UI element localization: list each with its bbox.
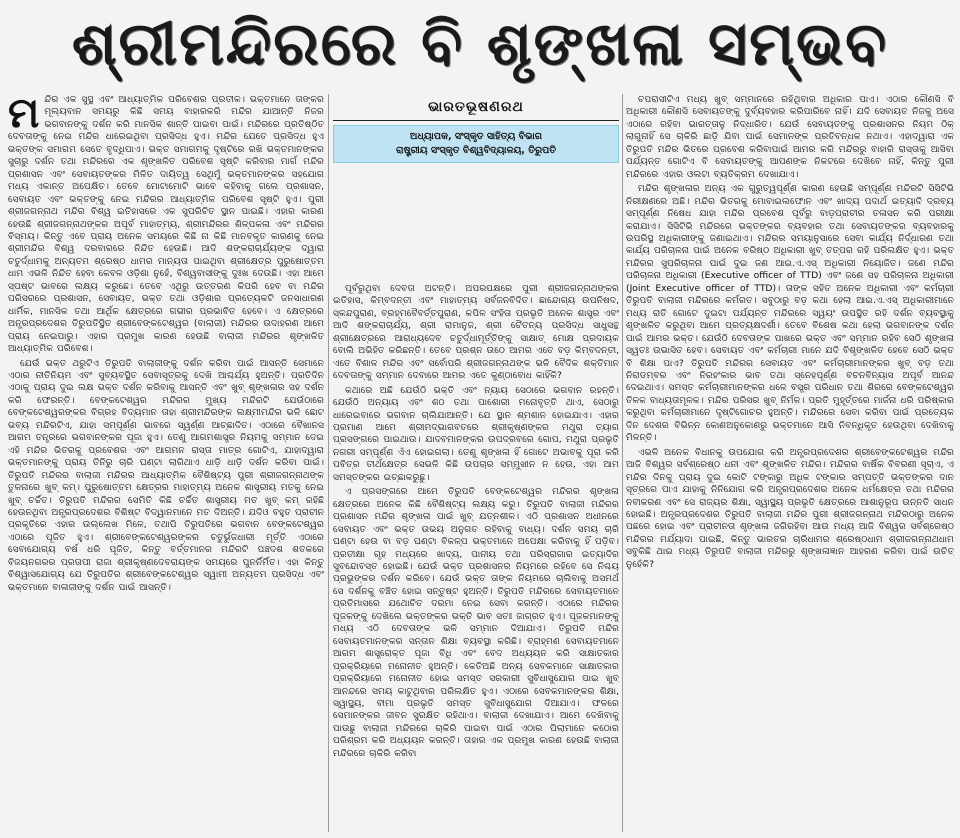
middle-column [333, 283, 619, 832]
headline: ଶ୍ରୀମନ୍ଦିରରେ ବି ଶୃଙ୍ଖଳା ସମ୍ଭବ [71, 9, 889, 79]
right-column [626, 94, 954, 832]
paragraph: ନ୍ଦିର ଏକ ସୁସ୍ଥ ଏବଂ ଆଧ୍ୟାତ୍ମିକ ପରିବେଶର ପ୍ରତୀକ। ଭକ୍ତମାନେ ତାଙ୍କର ମୂଲ୍ୟବାନ ସମୟରୁ କିଛି ସମୟ ବାହାରକରି ମନ୍ଦିର ଯାଆନ୍ତି ନିଜର ଭଗବାନଙ୍କୁ ଦର୍ଶନ କରି ମାନସିକ ଶାନ୍ତି ପାଇବା ପାଇଁ। ମନ୍ଦିରରେ ପ୍ରତିଷ୍ଠିତ ଦେବତାଙ୍କୁ ନେଇ ମନ୍ଦିର ଧାରେଇଥିବା ପ୍ରସିଦ୍ଧ ହୁଏ। ମନ୍ଦିର ଯେତେ ପ୍ରସିଦ୍ଧ ହୁଏ ଭକ୍ତଙ୍କ ସମାଗମ ସେତେ ବୃଦ୍ଧିପାଏ। ଭକ୍ତ ସମାଗମକୁ ଦୃଷ୍ଟିରେ ରଖି ଭକ୍ତମାନଙ୍କର ସୁଚାରୁ ଦର୍ଶନ ତଥା ମନ୍ଦିରରେ ଏକ ଶୃଙ୍ଖଳିତ ପରିବେଶ ସୃଷ୍ଟି କରିବାର ମାର୍ଗ ମନ୍ଦିର ପ୍ରଶାସନ ଏବଂ ସେବାୟତଙ୍କର ମିଳିତ ଦାୟିତ୍ୱ ସେଥିମୁଁ ଭକ୍ତମାନଙ୍କର ସହଯୋଗ ମଧ୍ୟ ଏକାନ୍ତ ଅପେକ୍ଷିତ। ତେବେ ମୋଟାମୋଟି ଭାବେ କହିବାକୁ ଗଲେ ପ୍ରଶାସନ, ସେବାୟତ ଏବଂ ଭକ୍ତଙ୍କୁ ନେଇ ମନ୍ଦିରର ଆଧ୍ୟାତ୍ମିକ ପରିବେଶ ସୃଷ୍ଟି ହୁଏ। ପୁରୀ ଶ୍ରୀଜଗନ୍ନାଥ ମନ୍ଦିର ବିଶ୍ୱ ଇତିହାସରେ ଏକ ସୁପରିଚିତ ସ୍ଥାନ ପାଇଛି। ଏହାର କାରଣ ହେଉଛି ଶ୍ରୀଜଗନ୍ନାଥଙ୍କର ଅପୂର୍ବ ମାହାତ୍ମ୍ୟ, ଶ୍ରୀମନ୍ଦିରର ଶିଳ୍ପକଳା ଏବଂ ମନ୍ଦିରର ବିସ୍ମୟ। କିନ୍ତୁ ଏବେ ପ୍ରାୟ ଅନେକ ସମୟରେ କିଛି ନା କିଛି ମାନବକୃତ କାରଣକୁ ନେଇ ଶ୍ରୀମନ୍ଦିର ବିଶ୍ୱ ଦରବାରରେ ନିନ୍ଦିତ ହେଉଛି। ଆଦି ଶଙ୍କରାଚାର୍ଯ୍ୟଙ୍କ ଦ୍ୱାରା ଚତୁର୍ଦ୍ଧାମକୁ ଅନ୍ୟତମ ଶ୍ରେଷ୍ଠ ଧାମର ମାନ୍ୟତା ପାଇଥିବା ଶ୍ରୀକ୍ଷେତ୍ର ପୁରୁଷୋତ୍ତମ ଧାମ ଏଭଳି ନିନ୍ଦିତ ହେବା କେବଳ ଓଡ଼ିଶା ନୁହେଁ, ବିଶ୍ୱବାସୀଙ୍କୁ ଦୁଃଖ ଦେଉଛି। ଏହା ଆମେ ସ୍ପଷ୍ଟ ଭାବରେ ଲକ୍ଷ୍ୟ କରୁଛେ। ତେବେ ଏଥିରୁ ଉତ୍ତରଣ କିପରି ହେବ ବା ମନ୍ଦିର ପରିସରରେ ପ୍ରଶାସନ, ସେବାୟତ, ଭକ୍ତ ତଥା ଓଡ଼ିଶାର ପ୍ରତ୍ୟେକଟି ଜନସାଧାରଣ ଧାର୍ମିକ, ମାନସିକ ତଥା ଆର୍ଥିକ କ୍ଷେତ୍ରରେ ଗଭୀର ପ୍ରଭାବିତ ହେବେ। ଏ କ୍ଷେତ୍ରରେ ଅନ୍ଧ୍ରପ୍ରଦେଶର ତିରୁପତିସ୍ଥିତ ଶ୍ରୀବେଙ୍କଟେଶ୍ୱର (ବାଲାଜୀ) ମନ୍ଦିରର ଉଦାହରଣ ଆମେ ପ୍ରାୟ ନେଇପାରୁ। ଏହାର ପ୍ରମୁଖ କାରଣ ହେଉଛି ବାଲାଜୀ ମନ୍ଦିରର ଶୃଙ୍ଖଳିତ ଆଧ୍ୟାତ୍ମିକ ପରିବେଶ। [8, 94, 324, 355]
paragraph: ଏଭଳି ଅନେକ ବିଧାନକୁ ଉପଯୋଗ କରି ଅନ୍ଧ୍ରପ୍ରଦେଶର ଶ୍ରୀବେଙ୍କଟେଶ୍ୱର ମନ୍ଦିର ଆଜି ବିଶ୍ୱର ସର୍ବଶ୍ରେଷ୍ଠ ଧନୀ ଏବଂ ଶୃଙ୍ଖଳିତ ମନ୍ଦିର। ମନ୍ଦିରର ବାର୍ଷିକ ବିବରଣୀ ସୂଚାଏ, ଏ ମନ୍ଦିର ଦିନକୁ ପ୍ରାୟ ଦୁଇ କୋଟି ଟଙ୍କାରୁ ଅଧିକ ଟଙ୍କାର ସମ୍ପତ୍ତି ଭକ୍ତଙ୍କର ଦାନ ସୂତ୍ରରେ ପାଏ ଯାହାକୁ ନିନିଯୋଗ କରି ଅନ୍ଧ୍ରପ୍ରଦେଶର ଅନେକ ଧର୍ମକ୍ଷେତ୍ର ତଥା ମନ୍ଦିରର ନବୀକରଣ ଏବଂ ସେ ରାଜ୍ୟର ଶିକ୍ଷା, ସ୍ୱାସ୍ଥ୍ୟ ପ୍ରଭୃତି କ୍ଷେତ୍ରରେ ଆଶାନୁରୂପ ଉନ୍ନତି ସାଧନ ହୋଇଛି। ଅନ୍ଧ୍ରପ୍ରଦେଶର ତିରୁପତି ବାଲାଜୀ ମନ୍ଦିର ପୁରୀ ଶ୍ରୀଜଗନ୍ନାଥ ମନ୍ଦିରଠାରୁ ଅନେକ ପଛରେ ହୋଇ ଏବଂ ପ୍ରାଚୀନତା ଶୃଙ୍ଖଳା ଜଗିରହିବା ଆଉ ମଧ୍ୟ ଆଜି ବିଶ୍ୱର ସର୍ବଶ୍ରେଷ୍ଠ ମନ୍ଦିରର ମର୍ଯ୍ୟାଦା ପାଇଛି, କିନ୍ତୁ ଭାରତର ଚାରିଧାମର ଶ୍ରେଷ୍ଠଧାମ ଶ୍ରୀଜଗନ୍ନାଥଧାମ ସବୁକିଛି ଥାଇ ମଧ୍ୟ ତିରୁପତି ବାଲାଜୀ ମନ୍ଦିରରୁ ଶୃଙ୍ଖଳାଜ୍ଞାନ ଆହରଣ କରିବା ପାଇଁ ଉଚିତ୍ ନୁହେଁକି? [626, 446, 954, 570]
byline-rule [333, 120, 619, 121]
column-divider [328, 94, 329, 832]
paragraph: ଏ ପ୍ରସଙ୍ଗରେ ଆମେ ତିରୁପତି ବେଙ୍କଟେଶ୍ୱର ମନ୍ଦିରର ଶୃଙ୍ଖଳା କ୍ଷେତ୍ରରେ ଅନେକ କିଛି ବୈଶିଷ୍ଟ୍ୟ ଲକ୍ଷ୍ୟ କରୁ। ତିରୁପତି ବାଲାଜୀ ମନ୍ଦିରର ପ୍ରଶାସନ ମନ୍ଦିର ଶୃଙ୍ଖଳା ପାଇଁ ଖୁବ୍ ଯତ୍ନଶୀଳ। ଏଠି ପ୍ରଶାସନ ଅଧୀନରେ ସେବାୟତ ଏବଂ ଭକ୍ତ ଉଭୟ ଅନୁଗତ ରହିବାକୁ ବାଧ୍ୟ। ଦର୍ଶନ ସମୟ ଚାରି ଘଣ୍ଟା ହେଉ ବା ବଡ଼ ଘଣ୍ଟା ବିକଳ୍ପ ଭକ୍ତମାନେ ଅପେକ୍ଷା କରିବାକୁ ହିଁ ପଡ଼ିବ। ପ୍ରତୀକ୍ଷା ଗୃହ ମଧ୍ୟରେ ଖାଦ୍ୟ, ପାନୀୟ ତଥା ପରିସ୍ରାଗାର ଇତ୍ୟାଦିର ସୁବନ୍ଦୋବସ୍ତ ହୋଇଛି। ଯେଉଁ ଭକ୍ତ ପ୍ରଶାସନର ନିୟମରେ ରହିବେ ସେ ନିଶ୍ଚୟ ପ୍ରଭୁଙ୍କର ଦର୍ଶନ କରିବେ। ଯେଉଁ ଭକ୍ତ ତାଙ୍କ ନିୟମରେ ଚାଲିବାକୁ ଅସମର୍ଥ ସେ ଦର୍ଶନକୁ ବଞ୍ଚିତ ହୋଇ ସନ୍ତୁଷ୍ଟ ହୁଅନ୍ତି। ତିରୁପତି ମନ୍ଦିରରେ ସେବାୟତମାନେ ପ୍ରତିମାସରେ ଯଥୋଚିତ ଦରମା ନେଇ ସେବା କରନ୍ତି। ଏଠାରେ ମନ୍ଦିରର ପୂଜକଙ୍କୁ ଦେଖିଲେ ଭକ୍ତଙ୍କର ଭକ୍ତି ଭାବ ସତଃ ଜାଗ୍ରତ ହୁଏ। ପୂଜକମାନଙ୍କୁ ମଧ୍ୟ ଏଠି ଦେବତାଙ୍କ ଭଳି ସମ୍ମାନ ଦିଆଯାଏ। ତିରୁପତି ମନ୍ଦିର ସେବାୟତମାନଙ୍କର ସନ୍ତାନ ଶିକ୍ଷା ବ୍ୟବସ୍ଥା କରିଛି। ବ୍ରାହ୍ମଣ ସେବାୟତମାନେ ଆଗମ ଶାସ୍ତ୍ରୋକ୍ତ ପୂଜା ବିଧି ଏବଂ ବେଦ ଅଧ୍ୟୟନ କରି ସାକ୍ଷାତକାର ପ୍ରକ୍ରିୟାରେ ମନୋନୀତ ହୁଅନ୍ତି। କେତିଅଛି ଅନ୍ୟ ସେବକମାନେ ସାକ୍ଷାତକାର ପ୍ରକ୍ରିୟାରେ ମନୋନୀତ ହୋଇ ସମସ୍ତ ସରକାରୀ ସୁବିଧାସୁଯୋଗ ପାଇ ଖୁବ୍ ଆନନ୍ଦରେ ସମୟ କାଟୁଥିବାର ପରିଲକ୍ଷିତ ହୁଏ। ଏଠାରେ ସେବକମାନଙ୍କର ଶିକ୍ଷା, ସ୍ୱାସ୍ଥ୍ୟ, ବୀମା ପ୍ରଭୃତି ସମସ୍ତ ସୁବିଧାସୁଯୋଗ ଦିଆଯାଏ। ଫଳରେ ସେମାନଙ୍କର ଜୀବନ ସୁରକ୍ଷିତ ରହିଥାଏ। ବାଲାଜୀ ଦେଖାଯାଏ। ଆମେ ଦେଖିବାକୁ ପାଉଛୁ ବାଲାଜୀ ମନ୍ଦିରରେ ଚାକିରି ପାଇବା ପାଇଁ ଏଠାର ପିଲାମାନେ କଠୋର ପରିଶ୍ରମ କରି ଅଧ୍ୟୟନ କରନ୍ତି। ତାହାର ଏକ ପ୍ରମୁଖ କାରଣ ହେଉଛି ବାଲାଜୀ ମନ୍ଦିରରେ ଚାକିରି କରିବା [333, 486, 619, 759]
paragraph: ଯେଉଁ ଭକ୍ତ ଥରୁଟିଏ ତିରୁପତି ବାଲାଜୀଙ୍କୁ ଦର୍ଶନ କରିବା ପାଇଁ ଆସନ୍ତି ସେମାନେ ଏଠାର ନୀତିନିୟମ ଏବଂ ସୁବ୍ୟବସ୍ଥିତ ସେବାସୂତ୍ରକୁ ଦେଖି ଆଶ୍ଚର୍ଯ୍ୟ ହୁଅନ୍ତି। ପ୍ରତିଦିନ ଏଠାକୁ ପ୍ରାୟ ଦୁଇ ଲକ୍ଷ ଭକ୍ତ ଦର୍ଶନ କରିବାକୁ ଆସନ୍ତି ଏବଂ ଖୁବ୍ ଶୃଙ୍ଖଳାର ସହ ଦର୍ଶନ କରି ଫେରନ୍ତି। ବେଙ୍କଟେଶ୍ୱର ମନ୍ଦିରର ମୁଖ୍ୟ ମନ୍ଦିରଟି ଯେଉଁଠାରେ ବେଙ୍କଟେଶ୍ୱରଙ୍କର ବିଗ୍ରହ ବିଦ୍ୟମାନ ତାହା ଶ୍ରୀମନ୍ଦିରଙ୍କ ଲକ୍ଷ୍ମୀମନ୍ଦିର ଭଳି ଛୋଟ ଭବ୍ୟ ମନ୍ଦିରଟିଏ, ଯାହା ସମ୍ପୂର୍ଣ୍ଣ ଭାବରେ ସ୍ୱର୍ଣ୍ଣ ଆଚ୍ଛାଦିତ। ଏଠାରେ ବୈଖାନସ ଆଗମ ତନ୍ତ୍ରରେ ଭଗବାନଙ୍କର ପୂଜା ହୁଏ। ତେଣୁ ଆଗମଶାସ୍ତ୍ର ନିୟମକୁ ସମ୍ମାନ ଦେଇ ଏହି ମନ୍ଦିର ଭିତରକୁ ପ୍ରବେଶର ଏବଂ ଆଗମନ ରାସ୍ତା ମାତ୍ର ଗୋଟିଏ, ଯାହାଦ୍ୱାରା ଭକ୍ତମାନଙ୍କୁ ପ୍ରାୟ ତିନିରୁ ଚାରି ଘଣ୍ଟା ଲାଗିଥାଏ ଧାଡ଼ି ଧାଡ଼ି ଦର୍ଶନ କରିବା ପାଇଁ। ତିରୁପତି ମନ୍ଦିରର ବାଲାଜୀ ମନ୍ଦିରର ଆଧ୍ୟାତ୍ମିକ ବୈଶିଷ୍ଟ୍ୟ ପୁରୀ ଶ୍ରୀଜଗନ୍ନାଥଙ୍କ ତୁଳନାରେ ଖୁବ୍ କମ୍। ପୁରୁଷୋତ୍ତମ କ୍ଷେତ୍ରର ମାହାତ୍ମ୍ୟ ଅନେକ ଶାସ୍ତ୍ରୀୟ ମତକୁ ନେଇ ଖୁବ୍ ଚର୍ଚ୍ଚିତ। ତିରୁପତି ମନ୍ଦିରର ସେମିତି କିଛି ଚର୍ଚ୍ଚିତ ଶାସ୍ତ୍ରୀୟ ମତ ଖୁବ୍ କମ୍ ରହିଛି ହେଉନଥିବା ଅନ୍ଧ୍ରପ୍ରଦେଶର ବିଶିଷ୍ଟ ବିଦ୍ୱାନମାନେ ମତ ଦିଅନ୍ତି। ଯଦିଓ ବହୁତ ପ୍ରାଚୀନ ପ୍ରକୃତିରେ ଏହାର ଉଲ୍ଲେଖ ମିଳେ, ତଥାପି ତିରୁପତିରେ ଭଗବାନ ବେଙ୍କଟେଶ୍ୱର ଏଠାରେ ପୂଜିତ ହୁଏ। ଶ୍ରୀବେଙ୍କଟେଶ୍ୱରଙ୍କର ଚତୁର୍ଭୁଜଧାରୀ ମୂର୍ତ୍ତି ଏଠାରେ ସେବାଯୋଗ୍ୟ ବର୍ଷ ଧରି ପୂଜିତ, କିନ୍ତୁ ବର୍ତ୍ତମାନର ମନ୍ଦିରଟି ପଞ୍ଚଦଶ ଶତକରେ ବିଜୟନଗରର ପ୍ରତାପୀ ରାଜା ଶ୍ରୀକୃଷ୍ଣଦେବରାୟଙ୍କ ସମୟରେ ପୁନର୍ନିର୍ମିତ। ଏହା କିନ୍ତୁ ବିଶ୍ୱାସଯୋଗ୍ୟ ଯେ ତିରୁପତିର ଶ୍ରୀବେଙ୍କଟେଶ୍ୱର ସ୍ୱାମୀ ଅନ୍ୟତମ ପ୍ରସିଦ୍ଧ ଏବଂ ଭକ୍ତମାନେ ବାଳାଜୀଙ୍କୁ ଦର୍ଶନ ପାଇଁ ଆସନ୍ତି। [8, 357, 324, 593]
column-divider [622, 94, 623, 832]
author-institution: ରାଷ୍ଟ୍ରୀୟ ସଂସ୍କୃତ ବିଶ୍ୱବିଦ୍ୟାଳୟ, ତିରୁପତି [395, 145, 557, 156]
left-column [8, 94, 324, 832]
paragraph: ମନ୍ଦିର ଶୃଙ୍ଖଳାର ଅନ୍ୟ ଏକ ଗୁରୁତ୍ୱପୂର୍ଣ୍ଣ କାରଣ ହେଉଛି ସମ୍ପୂର୍ଣ୍ଣ ମନ୍ଦିରଟି ସିସିଟିଭି ନିରୀକ୍ଷଣରେ ଅଛି। ମନ୍ଦିର ଭିତରକୁ ମୋବାଇଲଫୋନ ଏବଂ ଖାଦ୍ୟ ପଦାର୍ଥ ଇତ୍ୟାଦି ଦ୍ରବ୍ୟ ସମ୍ପୂର୍ଣ୍ଣ ନିଷେଧ ଯାହା ମନ୍ଦିର ପ୍ରବେଶ ପୂର୍ବରୁ ବାଡ଼ପ୍ରାଚୀର ତଳାସନ କରି ପରୀକ୍ଷା କରାଯାଏ। ସିସିଟିଭି ମନ୍ଦିରରେ ଭକ୍ତଙ୍କର ବ୍ୟବହାର ତଥା ସେବାୟତଙ୍କର ବ୍ୟବହାରକୁ ଉପରିସ୍ଥ ଅଧିକାରୀଙ୍କୁ ଜଣାଇଥାଏ। ମନ୍ଦିରର ସମୟାନୁସାରେ ସେବା କାର୍ଯ୍ୟ ନିର୍ଦ୍ଧାରଣ ତଥା କାର୍ଯ୍ୟ ପରିଚାଳନା ପାଇଁ ଅନେକ ବରିଷ୍ଠ ଅଧିକାରୀ ଖୁବ୍ ତତ୍ପର ରହି ପରିଲକ୍ଷିତ ହୁଏ। ଭକ୍ତ ମନ୍ଦିରର ସୁପରିଚାଳନା ପାଇଁ ଦୁଇ ଜଣ ଆଇ.ଏ.ଏସ୍ ଅଧିକାରୀ ନିୟୋଜିତ। ଜଣେ ମନ୍ଦିର ପରିଚାଳନା ଅଧିକାରୀ (Executive officer of TTD) ଏବଂ ଜଣେ ସହ ପରିଚାଳନା ଅଧିକାରୀ (Joint Executive officer of TTD)। ତାଙ୍କ ସହିତ ଅନେକ ଅଧିକାରୀ ଏବଂ କର୍ମଚାରୀ ତିରୁପତି ବାଲାଜୀ ମନ୍ଦିରରେ କର୍ମରତ। ସବୁଠାରୁ ବଡ଼ କଥା ହେଲା ଆଇ.ଏ.ଏସ୍ ଅଧିକାରୀମାନେ ମଧ୍ୟ ରାତି ଗୋଟେ ଦୁଇଟା ପର୍ଯ୍ୟନ୍ତ ମନ୍ଦିରରେ ସ୍ୱୟଂ ଉପସ୍ଥିତ ରହି ଦର୍ଶନ ବ୍ୟବସ୍ଥାକୁ ଶୃଙ୍ଖଳିତ କରୁଥିବା ଆମେ ପ୍ରତ୍ୟକ୍ଷଦର୍ଶୀ। ତେବେ ବିଶେଷ କଥା ହେଲା ଭଗବାନଙ୍କ ଦର୍ଶନ ପାଇଁ ଆମର ଭକ୍ତ। ଯେଉଁଠି ଦେବତାଙ୍କ ପାଖରେ ଭକ୍ତ ଏବଂ ସମ୍ମାନ ରହିବ ସେଠି ଶୃଙ୍ଖଳା ସ୍ୱତଃ ଉଭାସିତ ହେବ। ସେବାୟତ ଏବଂ କର୍ମଚାରୀ ମାନେ ଯଦି ବିଶୃଙ୍ଖଳିତ ହେବେ ସେଠି ଭକ୍ତ ବି ଶିକ୍ଷା ପାଏ? ତିରୁପତି ମନ୍ଦିରର ସେବାୟତ ଏବଂ କର୍ମଚାରୀମାନଙ୍କର ଖୁବ୍ ବଡ଼ ତଥା ନିରାଡମ୍ବର ଏବଂ ନିରହଂକାର ଭାବ ତଥା ସ୍ନେହପୂର୍ଣ୍ଣ ବଚନବିନ୍ୟାସ ଅପୂର୍ବ ଆନନ୍ଦ ଦେଇଥାଏ। ସମସ୍ତ କର୍ମଚାରୀମାନଙ୍କର ଧଳେ ବସ୍ତ୍ର ପରିଧାନ ତଥା ଶିରରେ ବେଙ୍କଟେଶ୍ୱର ତିଳକ ବାଧ୍ୟତାମୂଳକ। ମନ୍ଦିର ପରିସର ଖୁବ୍ ନିର୍ମଳ। ପ୍ରତି ମୁହୂର୍ତ୍ତରେ ମାର୍ଜନା ଧରି ପରିଷ୍କାର କରୁଥିବା କର୍ମଚାରୀମାନେ ଦୃଷ୍ଟିଗୋଚର ହୁଅନ୍ତି। ମନ୍ଦିରରେ ସେବା କରିବା ପାଇଁ ପ୍ରତ୍ୟେକ ଦିନ ଦେଶର ବିଭିନ୍ନ କୋଣଅନୁକୋଣରୁ ଭକ୍ତମାନେ ଆସି ନିବନ୍ଧିକୃତ ହେଉଥିବା ଦେଖିବାକୁ ମିଳନ୍ତି। [626, 183, 954, 444]
paragraph: ଚପରାସୀଟିଏ ମଧ୍ୟ ଖୁବ୍ ସମ୍ମାନରେ ରହିଥିବାର ଅଧିକାର ପାଏ। ଏଠାର କୌଣସି ବି ଅଧିକାରୀ କୌଣସି ସେବାୟତଙ୍କୁ ଦୁର୍ବ୍ୟବହାର କରିପାରିବେ ନାହିଁ। ଯଦି ସେବାୟତ ନିଜକୁ ଅସେ ଏଠାରେ ରହିବା ଭାରତ୍ତାଳୁ ନିଦ୍ଧାରିତ। ଯେଉଁ ସେବାୟତଙ୍କୁ ପ୍ରଶାସନର ନିୟମ ଠିକ୍ ଲାଗୁନାହିଁ ସେ ଚାକିରି ଛାଡ଼ି ଯିବା ପାଇଁ ସେମାନଙ୍କ ପ୍ରତିବନ୍ଧକ ନଥାଏ। ଏହାଦ୍ୱାରା ଏକ ତିରୁପତି ମନ୍ଦିର ଭିତରେ ପ୍ରବେଶ କରିବାପାଇଁ ଆମର କରି ମନ୍ଦିରରୁ ବାହାରି ରାସ୍ତାକୁ ଆସିବା ପର୍ଯ୍ୟନ୍ତ ଗୋଟିଏ ବି ସେବାୟତଙ୍କୁ ଆପଣଙ୍କ ନିକଟରେ ଦେଖିବେ ନାହିଁ, କିନ୍ତୁ ପୁରୀ ମନ୍ଦିରରେ ଏହାର ଓଲଟା ବ୍ୟତିକ୍ରମ ଦେଖାଯାଏ। [626, 94, 954, 180]
author-designation: ଅଧ୍ୟାପକ, ସଂସ୍କୃତ ସାହିତ୍ୟ ବିଭାଗ [409, 131, 543, 142]
paragraph: କଥାରେ ଅଛି ଯେଉଁଠି ଭକ୍ତି ଏବଂ ନ୍ୟାୟ ସେଠାରେ ଭଗବାନ ରହନ୍ତି। ଯେଉଁଠି ଅନ୍ୟାୟ ଏବଂ ଶଠ ତଥା ପାଶୋରୀ ମନୋବୃତ୍ତି ଥାଏ, ସେଠାରୁ ଧାରେଇବାରେ ଭଗବାନ ଚାଲିଯାଆନ୍ତି। ଯେ ସ୍ଥାନ ଶ୍ମଶାନ ହୋଇଯାଏ। ଏହାର ପ୍ରମାଣ ଆମେ ଶ୍ରୀମଦ୍‌ଭାଗବତରେ ଶ୍ରୀକୃଷ୍ଣଙ୍କର ମଥୁରା ତ୍ୟାଗ ପ୍ରସଙ୍ଗରେ ପାଇଥାଉ। ଯାଦବମାନଙ୍କର ଉପଦ୍ରବରେ ଗୋପ, ମଥୁରା ପ୍ରଭୃତି ନଗରୀ ସମ୍ପୂର୍ଣ୍ଣ ଏଁଏ ହୋଇଗଲା। ତେଣୁ ଶୃଙ୍ଖଳା ହିଁ ଗୋଟେ ଅଭାବକୁ ପୂରା କରି ପବିତ୍ର ତୀର୍ଥକ୍ଷେତ୍ର ସେଭଳି କିଛି ଉପଚାର ସମ୍ମୁଖୀନ ନ ହେଉ, ଏହା ଆମ ସମସ୍ତଙ୍କର ଇଚ୍ଛାକରୁଛୁ। [333, 384, 619, 483]
author-name: ଭାରତଭୂଷଣରଥ [428, 99, 524, 115]
dropcap: ମ [8, 94, 40, 137]
author-byline [333, 94, 619, 278]
paragraph: ପୂର୍ବରୁଥିବା ଦେବତା ଅଟନ୍ତି। ଅପରପକ୍ଷରେ ପୁରୀ ଶ୍ରୀଜଗନ୍ନାଥଙ୍କର ଇତିହାସ, କିମ୍ବଦନ୍ତୀ ଏବଂ ମାହାତ୍ମ୍ୟ ସର୍ବଜନବିଦିତ। ଛାନ୍ଦୋଗ୍ୟ ଉପନିଷଦ, ସ୍କନ୍ଦପୁରାଣ, ବ୍ରହ୍ମବୈବର୍ତ୍ତପୁରାଣ, କପିଳ ସଂହିତା ପ୍ରଭୃତି ଅନେକ ଶାସ୍ତ୍ର ଏବଂ ଆଦି ଶଙ୍କରାଚାର୍ଯ୍ୟ, ଶ୍ରୀ ରାମାନୁଜ, ଶ୍ରୀ ଚୈତନ୍ୟ ପ୍ରସିଦ୍ଧ ସାଧୁସନ୍ଥ ଶ୍ରୀକ୍ଷେତ୍ରରେ ଆରାଧ୍ୟଦେବ ଚତୁର୍ଦ୍ଧାମୂର୍ତ୍ତିଙ୍କୁ ସାକ୍ଷାତ୍ ମୋକ୍ଷ ପ୍ରଦାୟକ ବୋଲି ଅଭିହିତ କରିଛନ୍ତି। ତେବେ ପ୍ରଶ୍ନ ଉଠେ ଆମର ଏତେ ବଡ଼ କିମ୍ବଦନ୍ତୀ, ଏତେ ବିଶାଳ ମନ୍ଦିର ଏବଂ ସର୍ବୋପରି ଶ୍ରୀଜଗନ୍ନାଥଙ୍କ ଭଳି ବୈଦିକ ଶକ୍ତିମାନ ଦେବତାଙ୍କୁ ସମ୍ମାନ ଦେବାରେ ଆମର ଏତେ କୁଣ୍ଠାବୋଧ କାହିଁକି? [333, 283, 619, 382]
author-info-box [333, 125, 619, 163]
